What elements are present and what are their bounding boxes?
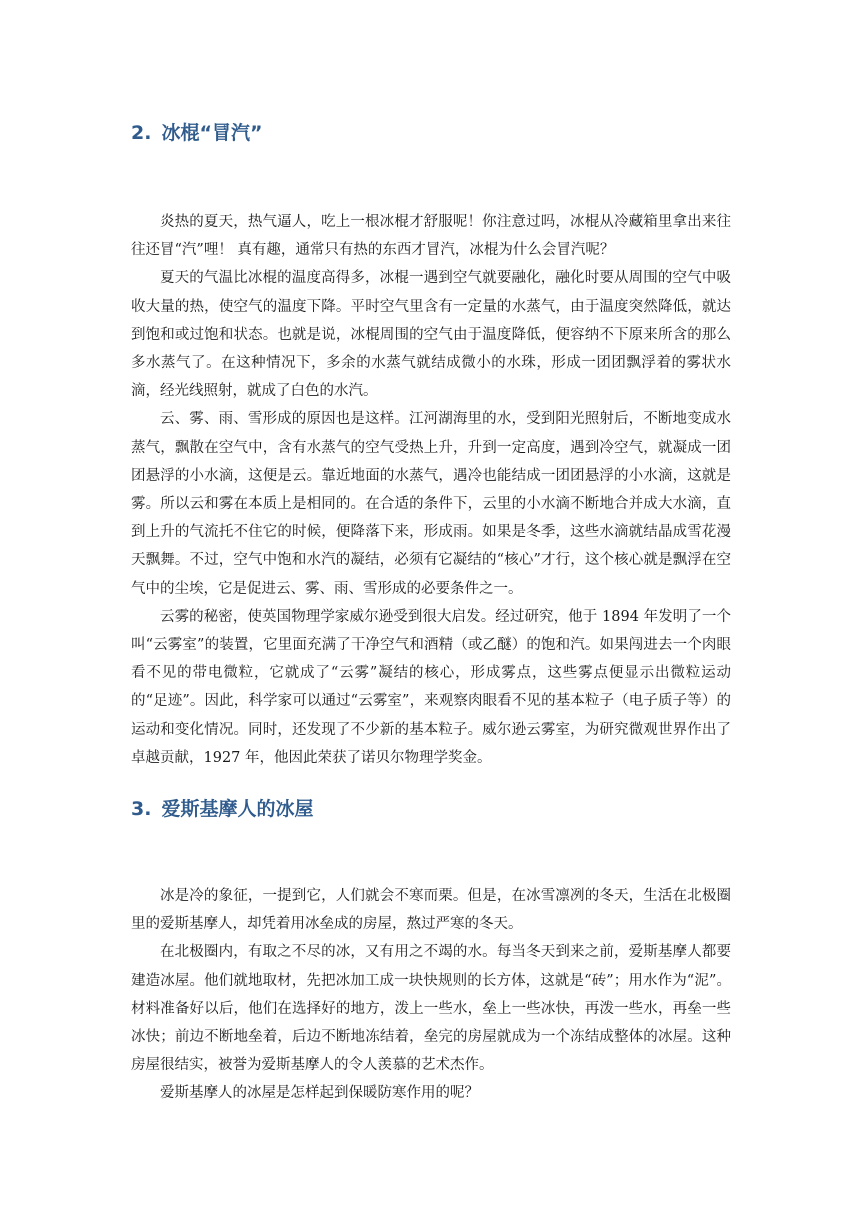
- section-body-igloo: [131, 882, 731, 1108]
- section-title: 冰棍“冒汽”: [161, 122, 263, 144]
- section-number: 3.: [131, 798, 152, 820]
- paragraph: 炎热的夏天，热气逼人，吃上一根冰棍才舒服呢！你注意过吗，冰棍从冷藏箱里拿出来往往还冒“汽”哩！ 真有趣，通常只有热的东西才冒汽，冰棍为什么会冒汽呢？: [131, 214, 731, 259]
- section-number: 2.: [131, 122, 152, 144]
- section-heading-ice-pop: [131, 118, 262, 145]
- paragraph: 夏天的气温比冰棍的温度高得多，冰棍一遇到空气就要融化，融化时要从周围的空气中吸收大量的热，使空气的温度下降。平时空气里含有一定量的水蒸气，由于温度突然降低，就达到饱和或过饱和状态。也就是说，冰棍周围的空气由于温度降低，便容纳不下原来所含的那么多水蒸气了。在这种情况下，多余的水蒸气就结成微小的水珠，形成一团团飘浮着的雾状水滴，经光线照射，就成了白色的水汽。: [131, 270, 731, 400]
- paragraph: 云、雾、雨、雪形成的原因也是这样。江河湖海里的水，受到阳光照射后，不断地变成水蒸气，飘散在空气中，含有水蒸气的空气受热上升，升到一定高度，遇到冷空气，就凝成一团团悬浮的小水滴，这便是云。靠近地面的水蒸气，遇冷也能结成一团团悬浮的小水滴，这就是雾。所以云和雾在本质上是相同的。在合适的条件下，云里的小水滴不断地合并成大水滴，直到上升的气流托不住它的时候，便降落下来，形成雨。如果是冬季，这些水滴就结晶成雪花漫天飘舞。不过，空气中饱和水汽的凝结，必须有它凝结的“核心”才行，这个核心就是飘浮在空气中的尘埃，它是促进云、雾、雨、雪形成的必要条件之一。: [131, 411, 731, 597]
- paragraph: 爱斯基摩人的冰屋是怎样起到保暖防寒作用的呢？: [160, 1085, 479, 1102]
- section-body-ice-pop: [131, 208, 731, 772]
- paragraph: 冰是冷的象征，一提到它，人们就会不寒而栗。但是，在冰雪凛冽的冬天，生活在北极圈里的爱斯基摩人，却凭着用冰垒成的房屋，熬过严寒的冬天。: [131, 888, 731, 933]
- section-heading-igloo: [131, 794, 313, 821]
- paragraph: 云雾的秘密，使英国物理学家威尔逊受到很大启发。经过研究，他于 1894 年发明了一个叫“云雾室”的装置，它里面充满了干净空气和酒精（或乙醚）的饱和汽。如果闯进去一个肉眼看不见的带电微粒，它就成了“云雾”凝结的核心，形成雾点，这些雾点便显示出微粒运动的“足迹”。因此，科学家可以通过“云雾室”，来观察肉眼看不见的基本粒子（电子质子等）的运动和变化情况。同时，还发现了不少新的基本粒子。威尔逊云雾室，为研究微观世界作出了卓越贡献，1927 年，他因此荣获了诺贝尔物理学奖金。: [131, 608, 731, 766]
- paragraph: 在北极圈内，有取之不尽的冰，又有用之不竭的水。每当冬天到来之前，爱斯基摩人都要建造冰屋。他们就地取材，先把冰加工成一块快规则的长方体，这就是“砖”；用水作为“泥”。材料准备好以后，他们在选择好的地方，泼上一些水，垒上一些冰快，再泼一些水，再垒一些冰快；前边不断地垒着，后边不断地冻结着，垒完的房屋就成为一个冻结成整体的冰屋。这种房屋很结实，被誉为爱斯基摩人的令人羡慕的艺术杰作。: [131, 944, 731, 1074]
- section-title: 爱斯基摩人的冰屋: [161, 798, 314, 820]
